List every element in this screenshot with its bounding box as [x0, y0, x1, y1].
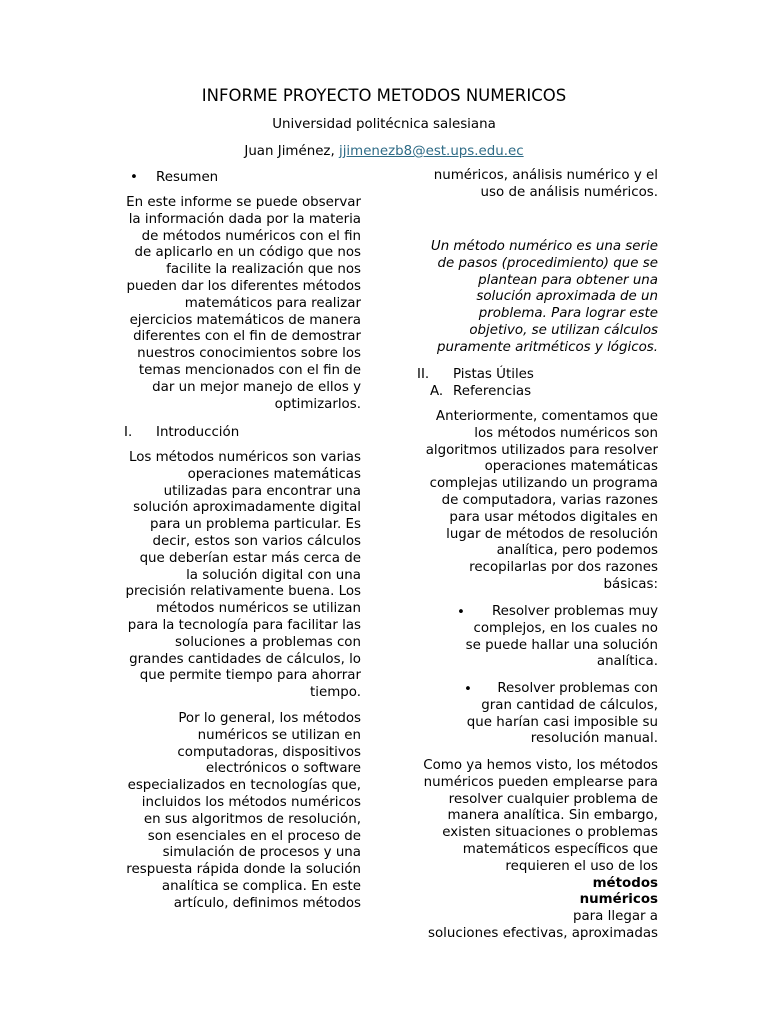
- text-line: matemáticos específicos que: [462, 841, 658, 857]
- text-line: operaciones matemáticas: [484, 459, 658, 475]
- text-line: que harían casi imposible su: [466, 714, 658, 730]
- text-line: algoritmos utilizados para resolver: [425, 442, 658, 458]
- final-line-7: [404, 859, 658, 893]
- anteriormente-paragraph: [404, 409, 658, 594]
- bullet-icon: •: [457, 605, 465, 620]
- general-paragraph: [110, 711, 361, 913]
- text-line: solución aproximada de un: [476, 289, 658, 305]
- text-line: son esenciales en el proceso de: [147, 828, 361, 844]
- text-line: se puede hallar una solución: [465, 637, 658, 653]
- intro-number: I.: [124, 425, 133, 440]
- final-line-7-text: requieren el uso de los: [505, 858, 658, 874]
- text-line: diferentes con el fin de demostrar: [133, 329, 361, 345]
- text-line: analítica.: [596, 654, 658, 670]
- text-line: de computadora, varias razones: [441, 492, 658, 508]
- text-line: Un método numérico es una serie: [430, 239, 658, 254]
- text-line: de pasos (procedimiento) que se: [437, 255, 658, 271]
- text-line: complejos, en los cuales no: [473, 620, 658, 636]
- pistas-label: Pistas Útiles: [453, 367, 534, 382]
- bullet-2-text: [404, 681, 658, 748]
- text-line: la solución digital con una: [186, 567, 361, 583]
- text-line: los métodos numéricos son: [474, 425, 658, 441]
- text-line: Los métodos numéricos son varias: [128, 450, 361, 465]
- text-line: artículo, definimos métodos: [173, 895, 361, 911]
- text-line: lugar de métodos de resolución: [446, 526, 658, 542]
- text-line: dar un mejor manejo de ellos y: [152, 379, 361, 395]
- text-line: manera analítica. Sin embargo,: [447, 808, 658, 824]
- text-line: temas mencionados con el fin de: [138, 362, 361, 378]
- referencias-number: A.: [430, 384, 444, 399]
- text-line: existen situaciones o problemas: [442, 825, 658, 841]
- text-line: complejas utilizando un programa: [429, 476, 658, 492]
- text-line: matemáticos para realizar: [184, 295, 361, 311]
- text-line: numéricos pueden emplearse para: [423, 774, 658, 790]
- text-line: electrónicos o software: [205, 761, 361, 777]
- text-line: recopilarlas por dos razones: [469, 560, 658, 576]
- continuation-paragraph: [404, 168, 658, 202]
- text-line: analítica se complica. En este: [161, 878, 361, 894]
- text-line: especializados en tecnologías que,: [127, 778, 361, 794]
- text-line: operaciones matemáticas: [187, 466, 361, 482]
- text-line: plantean para obtener una: [478, 272, 658, 288]
- text-line: puramente aritméticos y lógicos.: [436, 339, 658, 355]
- author-name: Juan Jiménez,: [244, 144, 339, 159]
- resumen-paragraph: [110, 195, 361, 413]
- text-line: analítica, pero podemos: [496, 543, 658, 559]
- left-column: [110, 0, 361, 1024]
- text-line: métodos numéricos se utilizan: [155, 601, 361, 617]
- resumen-label: Resumen: [156, 170, 219, 185]
- text-line: respuesta rápida donde la solución: [126, 862, 361, 878]
- text-line: Por lo general, los métodos: [178, 711, 361, 726]
- definition-paragraph: [404, 239, 658, 357]
- text-line: objetivo, se utilizan cálculos: [469, 322, 658, 338]
- bold-term-metodos: métodos: [592, 875, 658, 891]
- university-name: Universidad politécnica salesiana: [272, 117, 496, 132]
- intro-label: Introducción: [156, 425, 240, 440]
- pistas-number: II.: [417, 367, 430, 382]
- bullet-1-text: [404, 604, 658, 671]
- text-line: soluciones a problemas con: [175, 634, 361, 650]
- referencias-heading: [430, 383, 532, 400]
- text-line: Anteriormente, comentamos que: [435, 409, 658, 424]
- text-line: Como ya hemos visto, los métodos: [423, 758, 658, 773]
- intro-heading: [124, 424, 240, 441]
- bold-term-numericos: numéricos: [579, 892, 658, 908]
- final-line-8: [404, 892, 658, 926]
- text-line: numéricos, análisis numérico y el: [433, 168, 658, 183]
- text-line: utilizadas para encontrar una: [163, 483, 361, 499]
- text-line: Resolver problemas muy: [491, 604, 658, 619]
- text-line: para usar métodos digitales en: [449, 509, 658, 525]
- text-line: de aplicarlo en un código que nos: [134, 245, 361, 261]
- text-line: básicas:: [603, 576, 658, 592]
- resumen-heading: [130, 169, 219, 186]
- text-line: En este informe se puede observar: [126, 195, 361, 210]
- intro-paragraph: [110, 450, 361, 702]
- text-line: grandes cantidades de cálculos, lo: [129, 651, 361, 667]
- text-line: numéricos se utilizan en: [197, 727, 361, 743]
- bullet-icon: •: [464, 682, 472, 697]
- text-line: optimizarlos.: [274, 396, 361, 412]
- text-line: la información dada por la materia: [128, 211, 361, 227]
- text-line: que deberían estar más cerca de: [139, 550, 361, 566]
- right-column: [404, 0, 658, 1024]
- text-line: precisión relativamente buena. Los: [125, 584, 361, 600]
- text-line: que permite tiempo para ahorrar: [139, 668, 361, 684]
- document-title: INFORME PROYECTO METODOS NUMERICOS: [201, 86, 567, 105]
- text-line: solución aproximadamente digital: [133, 500, 361, 516]
- text-line: para la tecnología para facilitar las: [127, 617, 361, 633]
- final-lines: [404, 758, 658, 859]
- text-line: computadoras, dispositivos: [177, 744, 361, 760]
- pistas-heading: [417, 366, 534, 383]
- final-line-8-text: para llegar a: [572, 909, 658, 925]
- text-line: de métodos numéricos con el fin: [141, 228, 361, 244]
- text-line: resolución manual.: [530, 731, 658, 747]
- text-line: decir, estos son varios cálculos: [152, 533, 361, 549]
- text-line: uso de análisis numéricos.: [480, 184, 658, 200]
- text-line: problema. Para lograr este: [478, 306, 658, 322]
- bullet-icon: •: [130, 170, 138, 185]
- text-line: resolver cualquier problema de: [448, 791, 658, 807]
- text-line: simulación de procesos y una: [162, 845, 361, 861]
- final-paragraph: [404, 758, 658, 943]
- text-line: Resolver problemas con: [497, 681, 658, 696]
- text-line: gran cantidad de cálculos,: [481, 697, 658, 713]
- author-email-link[interactable]: jjimenezb8@est.ups.edu.ec: [338, 144, 524, 159]
- text-line: nuestros conocimientos sobre los: [137, 346, 361, 362]
- text-line: facilite la realización que nos: [166, 262, 361, 278]
- text-line: para un problema particular. Es: [150, 517, 361, 533]
- referencias-label: Referencias: [453, 384, 532, 399]
- text-line: en sus algoritmos de resolución,: [143, 811, 361, 827]
- text-line: ejercicios matemáticos de manera: [129, 312, 361, 328]
- text-line: tiempo.: [310, 685, 361, 701]
- text-line: incluidos los métodos numéricos: [141, 794, 361, 810]
- text-line: pueden dar los diferentes métodos: [126, 278, 361, 294]
- final-line-9: soluciones efectivas, aproximadas: [427, 925, 658, 941]
